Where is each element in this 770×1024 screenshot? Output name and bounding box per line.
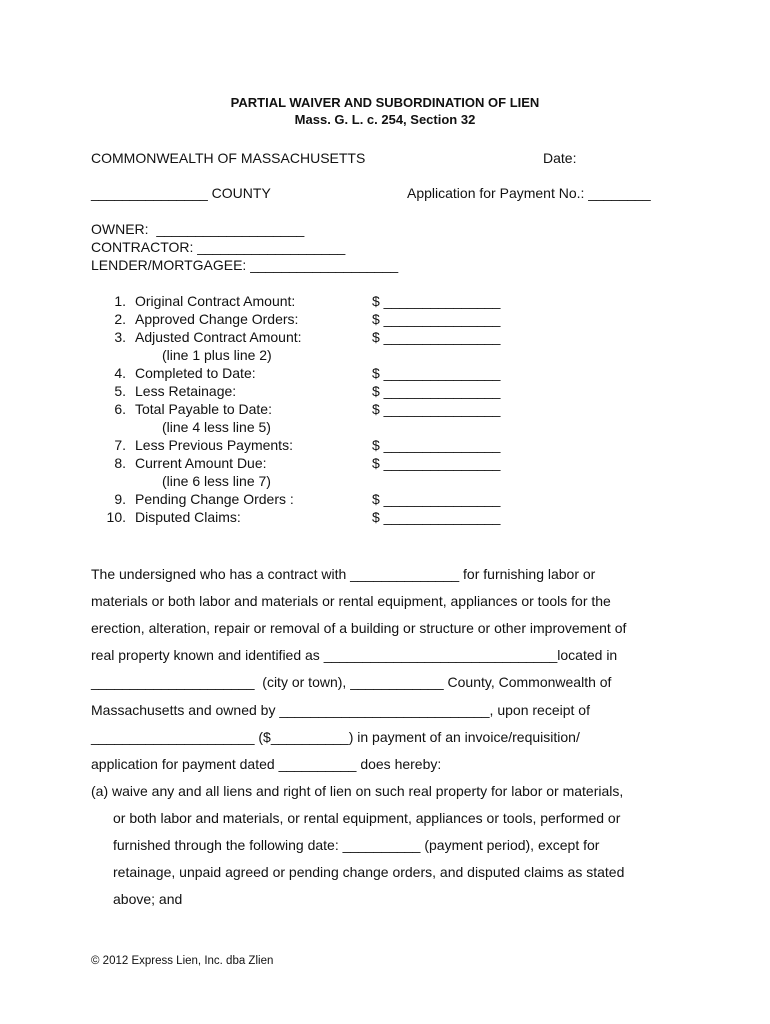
paragraph-line: application for payment dated __________ does hereby: — [91, 755, 442, 772]
item-label: Total Payable to Date: — [135, 401, 272, 417]
item-amount-field: $ _______________ — [372, 401, 501, 417]
item-amount-field: $ _______________ — [372, 491, 501, 507]
item-amount-field: $ _______________ — [372, 365, 501, 381]
item-amount-field: $ _______________ — [372, 311, 501, 327]
paragraph-line: or both labor and materials, or rental equipment, appliances or tools, performed or — [113, 809, 621, 826]
commonwealth-label: COMMONWEALTH OF MASSACHUSETTS — [91, 150, 366, 166]
paragraph-line: (a) waive any and all liens and right of lien on such real property for labor or materials, — [91, 782, 624, 799]
item-label: Current Amount Due: — [135, 455, 267, 471]
item-label: Less Previous Payments: — [135, 437, 293, 453]
item-number: 9. — [114, 491, 126, 507]
lender-field: LENDER/MORTGAGEE: ___________________ — [91, 257, 399, 273]
paragraph-line: retainage, unpaid agreed or pending change orders, and disputed claims as stated — [113, 864, 625, 881]
paragraph-line: _____________________ ($__________) in payment of an invoice/requisition/ — [91, 728, 580, 745]
paragraph-line: erection, alteration, repair or removal of a building or structure or other improvement of — [91, 620, 627, 637]
paragraph-line: _____________________ (city or town), ____________ County, Commonwealth of — [91, 674, 612, 691]
item-amount-field: $ _______________ — [372, 455, 501, 471]
document-subtitle: Mass. G. L. c. 254, Section 32 — [294, 112, 476, 127]
item-label: Adjusted Contract Amount: — [135, 329, 302, 345]
item-note: (line 6 less line 7) — [162, 473, 271, 489]
item-amount-field: $ _______________ — [372, 437, 501, 453]
item-number: 1. — [114, 293, 126, 309]
item-number: 10. — [106, 509, 126, 525]
item-label: Pending Change Orders : — [135, 491, 294, 507]
date-label: Date: — [543, 150, 577, 166]
item-number: 8. — [114, 455, 126, 471]
paragraph-line: furnished through the following date: __________ (payment period), except for — [113, 837, 600, 853]
item-number: 5. — [114, 383, 126, 399]
item-label: Original Contract Amount: — [135, 293, 296, 309]
paragraph-line: above; and — [113, 891, 183, 908]
item-label: Completed to Date: — [135, 365, 256, 381]
item-label: Less Retainage: — [135, 383, 237, 399]
copyright-notice: © 2012 Express Lien, Inc. dba Zlien — [91, 955, 274, 967]
contractor-field: CONTRACTOR: ___________________ — [91, 239, 346, 255]
item-number: 7. — [114, 437, 126, 453]
item-amount-field: $ _______________ — [372, 383, 501, 399]
item-label: Approved Change Orders: — [135, 311, 299, 327]
item-number: 6. — [114, 401, 126, 417]
document-title: PARTIAL WAIVER AND SUBORDINATION OF LIEN — [230, 95, 540, 110]
application-number-field: Application for Payment No.: ________ — [407, 185, 651, 201]
item-note: (line 1 plus line 2) — [162, 347, 272, 363]
paragraph-line: real property known and identified as ______________________________located in — [91, 647, 618, 664]
item-label: Disputed Claims: — [135, 509, 241, 525]
paragraph-line: The undersigned who has a contract with ______________ for furnishing labor or — [91, 566, 596, 582]
county-field: _______________ COUNTY — [91, 185, 271, 201]
item-note: (line 4 less line 5) — [162, 419, 271, 435]
paragraph-line: Massachusetts and owned by ___________________________, upon receipt of — [91, 701, 590, 718]
item-amount-field: $ _______________ — [372, 293, 501, 309]
item-number: 2. — [114, 311, 126, 327]
item-amount-field: $ _______________ — [372, 509, 501, 525]
item-amount-field: $ _______________ — [372, 329, 501, 345]
item-number: 4. — [114, 365, 126, 381]
paragraph-line: materials or both labor and materials or rental equipment, appliances or tools for the — [91, 593, 611, 610]
item-number: 3. — [114, 329, 126, 345]
owner-field: OWNER: ___________________ — [91, 221, 305, 237]
